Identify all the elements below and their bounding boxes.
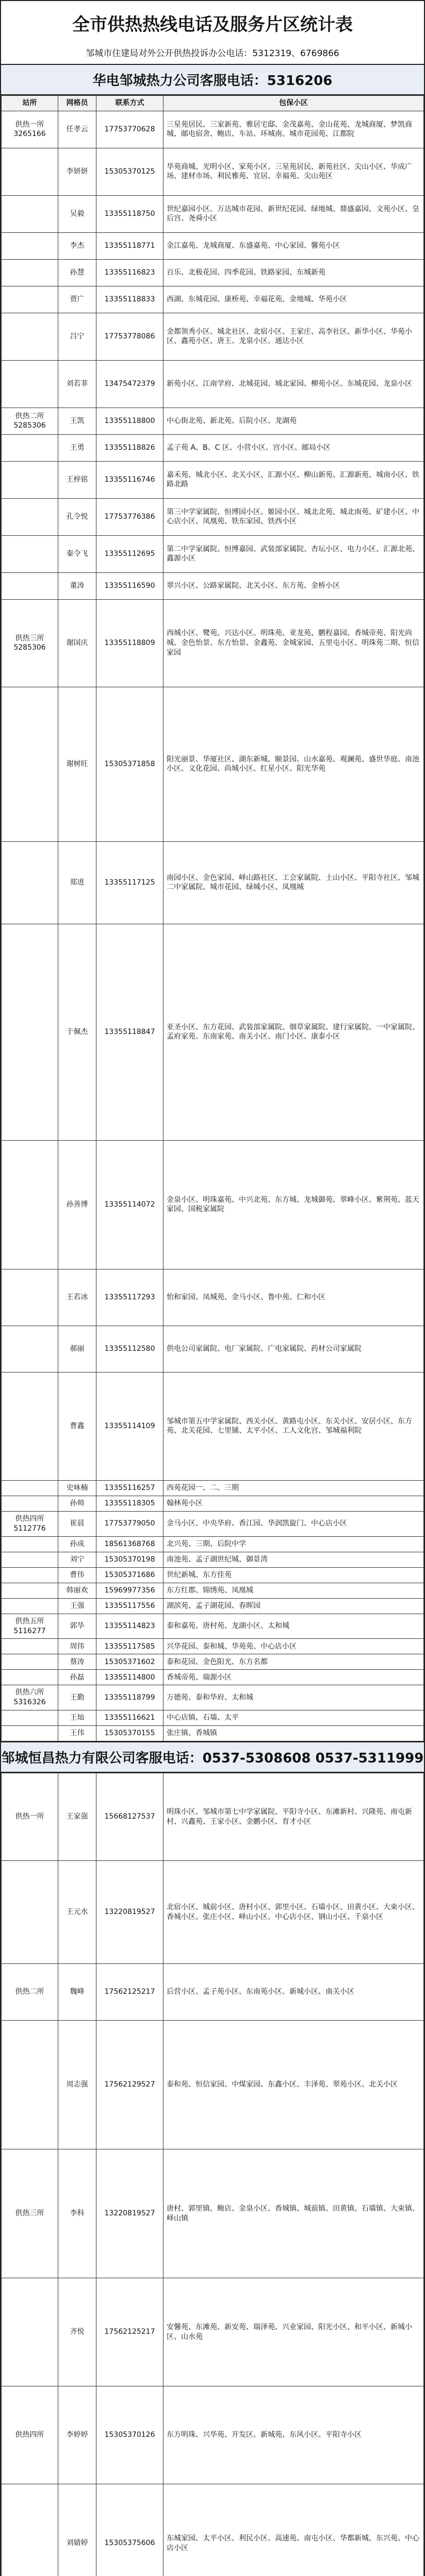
phone-cell: 13355112580 <box>96 1326 164 1372</box>
table-row <box>2 259 424 286</box>
table-row <box>2 1639 424 1654</box>
name-cell: 曹鑫 <box>58 1372 96 1480</box>
area-cell: 亚圣小区、东方花园、武装部家属院、烟草家属院、建行家属院、一中家属院、孟府家苑、东南家苑、南关小区、南门小区、康泰小区 <box>164 924 424 1140</box>
station-cell <box>2 2278 58 2386</box>
name-cell: 孔令悦 <box>58 498 96 535</box>
area-cell: 华苑商城、光明小区、家苑小区、三星苑居民、新苑社区、尖山小区、华成广场、建材市场、利民雅苑、宜居、幸福苑、尖山苑区 <box>164 148 424 195</box>
table-row <box>2 1654 424 1670</box>
table-row <box>2 1140 424 1269</box>
name-cell: 李杰 <box>58 232 96 259</box>
table-row <box>2 498 424 535</box>
name-cell: 孙善博 <box>58 1140 96 1269</box>
table-row <box>2 1269 424 1326</box>
header-area: 包保小区 <box>164 96 424 111</box>
area-cell: 张庄镇、香城镇 <box>164 1726 424 1741</box>
phone-cell: 13220819527 <box>96 1861 164 1964</box>
area-cell: 湖滨苑、孟子湖花园、春晖园 <box>164 1598 424 1614</box>
station-cell <box>2 1861 58 1964</box>
name-cell: 于佩杰 <box>58 924 96 1140</box>
area-cell: 翰林苑小区 <box>164 1496 424 1511</box>
station-cell <box>2 259 58 286</box>
station-cell: 供热二所 <box>2 1964 58 2021</box>
name-cell: 周志强 <box>58 2021 96 2149</box>
phone-cell: 13355112695 <box>96 535 164 572</box>
name-cell: 谢国庆 <box>58 599 96 687</box>
name-cell: 蔡涛 <box>58 1654 96 1670</box>
table-row <box>2 434 424 461</box>
phone-cell: 15305371602 <box>96 1654 164 1670</box>
table-row <box>2 599 424 687</box>
name-cell: 王强 <box>58 1598 96 1614</box>
area-cell: 中心店镇、石墙、太平 <box>164 1710 424 1726</box>
hengsheng-band: 邹城恒昌热力有限公司客服电话：0537-5308608 0537-5311999 <box>1 1741 424 1773</box>
phone-cell: 17753776386 <box>96 498 164 535</box>
area-cell: 阳光丽景、华厦社区、湖东新城、颐景园、山水嘉苑、观澜苑、盛世华庭、南池小区、文化花园、尚城小区、红星小区、阳光华苑 <box>164 687 424 841</box>
table-row <box>2 1614 424 1639</box>
station-cell <box>2 572 58 599</box>
name-cell: 李妍妍 <box>58 148 96 195</box>
name-cell: 刘宁 <box>58 1552 96 1567</box>
station-cell <box>2 1480 58 1496</box>
header-station: 站所 <box>2 96 58 111</box>
station-cell <box>2 1710 58 1726</box>
station-cell <box>2 1372 58 1480</box>
name-cell: 孙慧 <box>58 259 96 286</box>
phone-cell: 13220819527 <box>96 2149 164 2278</box>
station-cell: 供热三所 5285306 <box>2 599 58 687</box>
table-row <box>2 687 424 841</box>
station-cell <box>2 1496 58 1511</box>
table-row <box>2 232 424 259</box>
name-cell: 刘婧婷 <box>58 2484 96 2576</box>
table-row <box>2 2386 424 2484</box>
station-cell <box>2 1536 58 1552</box>
area-cell: 万德苑、泰和华府、太和城 <box>164 1685 424 1710</box>
phone-cell: 17562129527 <box>96 2021 164 2149</box>
huadian-table <box>1 95 424 1741</box>
name-cell: 孙磊 <box>58 1670 96 1685</box>
phone-cell: 13355116621 <box>96 1710 164 1726</box>
area-cell: 金泉小区、明珠嘉苑、中兴北苑、东方城、龙城御苑、翠峰小区、紫荆苑、蓝天家园、国税家属院 <box>164 1140 424 1269</box>
station-cell: 供热四所 <box>2 2386 58 2484</box>
phone-cell: 13355118833 <box>96 286 164 313</box>
document-title: 全市供热热线电话及服务片区统计表 <box>72 14 353 35</box>
station-cell: 供热二所 5285306 <box>2 408 58 434</box>
area-cell: 嘉禾苑、城北小区、北关小区、汇源小区、柳山新苑、汇源新苑、城南小区、铁路北路 <box>164 461 424 498</box>
station-cell <box>2 1639 58 1654</box>
phone-cell: 15305371858 <box>96 687 164 841</box>
station-cell <box>2 924 58 1140</box>
station-cell <box>2 195 58 232</box>
station-cell <box>2 1140 58 1269</box>
area-cell: 第二中学家属院、恒博嘉园、武装部家属院、杏坛小区、电力小区、汇源北苑、鑫源小区 <box>164 535 424 572</box>
name-cell: 韩丽欢 <box>58 1583 96 1598</box>
phone-cell: 17753779050 <box>96 1511 164 1536</box>
station-cell: 供热六所 5316326 <box>2 1685 58 1710</box>
station-cell <box>2 1567 58 1583</box>
area-cell: 西城小区、鹭苑、兴达小区、明珠苑、亚龙苑、鹏程嘉园、香城帝苑、阳光尚城、金色怡景、东方怡景、金鑫苑、金城家园、五里屯小区、明珠苑二期、恒信家园 <box>164 599 424 687</box>
name-cell: 王梓铭 <box>58 461 96 498</box>
name-cell: 崔晨 <box>58 1511 96 1536</box>
name-cell: 孙帅 <box>58 1496 96 1511</box>
name-cell: 王伟 <box>58 1726 96 1741</box>
area-cell: 东方红郡、锦绣苑、凤凰城 <box>164 1583 424 1598</box>
table-row <box>2 2484 424 2576</box>
name-cell: 郭华 <box>58 1614 96 1639</box>
station-cell <box>2 360 58 408</box>
area-cell: 北宿小区、城前小区、唐村小区、郭里小区、石墙小区、田黄小区、大束小区、香城小区、张庄小区、峄山小区、中心店小区、钢山小区、千泉小区 <box>164 1861 424 1964</box>
phone-cell: 13355114072 <box>96 1140 164 1269</box>
area-cell: 金江嘉苑、龙城商厦、东盛嘉苑、中心家园、馨苑小区 <box>164 232 424 259</box>
station-cell <box>2 1670 58 1685</box>
name-cell: 李婷婷 <box>58 2386 96 2484</box>
phone-cell: 13355116257 <box>96 1480 164 1496</box>
phone-cell: 13355114823 <box>96 1614 164 1639</box>
station-cell <box>2 286 58 313</box>
table-row <box>2 2149 424 2278</box>
area-cell: 南园小区、金色家园、峄山路社区、工会家属院、土山小区、平阳寺社区、邹城二中家属院、城市花园、绿城小区、凤凰城 <box>164 841 424 924</box>
name-cell: 齐悦 <box>58 2278 96 2386</box>
table-row <box>2 1511 424 1536</box>
station-cell <box>2 1326 58 1372</box>
table-row <box>2 535 424 572</box>
phone-cell: 13355117556 <box>96 1598 164 1614</box>
phone-cell: 17562125217 <box>96 2278 164 2386</box>
table-row <box>2 360 424 408</box>
phone-cell: 13355118826 <box>96 434 164 461</box>
phone-cell: 15305370155 <box>96 1726 164 1741</box>
name-cell: 郑进 <box>58 841 96 924</box>
name-cell: 王元水 <box>58 1861 96 1964</box>
station-cell <box>2 1269 58 1326</box>
name-cell: 王家强 <box>58 1773 96 1861</box>
name-cell: 曹伟 <box>58 1567 96 1583</box>
phone-cell: 13355118809 <box>96 599 164 687</box>
area-cell: 怡和家园、凤城苑、金马小区、鲁中苑、仁和小区 <box>164 1269 424 1326</box>
area-cell: 邹城市第五中学家属院、西关小区、黄路屯小区、东关小区、安居小区、东方苑、北关花园、七里铺、太平小区、工人文化宫、邹城福利院 <box>164 1372 424 1480</box>
station-cell: 供热一所 <box>2 1773 58 1861</box>
table-row <box>2 1861 424 1964</box>
area-cell: 安馨苑、东滩苑、新安苑、瑞泽苑、兴业家园、阳光小区、和平小区、新城小区、山水苑 <box>164 2278 424 2386</box>
table-row <box>2 195 424 232</box>
phone-cell: 15668127537 <box>96 1773 164 1861</box>
station-cell <box>2 687 58 841</box>
phone-cell: 13355118799 <box>96 1685 164 1710</box>
area-cell: 东方明珠、兴华苑、开发区、新城苑、东风小区、平阳寺小区 <box>164 2386 424 2484</box>
area-cell: 金都领秀小区、城北社区、北宿小区、王家庄、高李社区、新华小区、华苑小区、鑫苑小区、唐王、龙泉小区、通达小区 <box>164 313 424 360</box>
table-row <box>2 841 424 924</box>
area-cell: 金马小区、中央华府、香江园、华润凯旋门、中心店小区 <box>164 1511 424 1536</box>
phone-cell: 13355116823 <box>96 259 164 286</box>
table-row <box>2 2278 424 2386</box>
table-row <box>2 1372 424 1480</box>
phone-cell: 13355118305 <box>96 1496 164 1511</box>
table-row <box>2 1496 424 1511</box>
huadian-body <box>2 111 424 1741</box>
phone-cell: 13355117293 <box>96 1269 164 1326</box>
station-cell <box>2 2021 58 2149</box>
table-row <box>2 1726 424 1741</box>
station-cell <box>2 461 58 498</box>
table-row <box>2 572 424 599</box>
header-phone: 联系方式 <box>96 96 164 111</box>
phone-cell: 13355116590 <box>96 572 164 599</box>
station-cell <box>2 313 58 360</box>
phone-cell: 17753778086 <box>96 313 164 360</box>
phone-cell: 15305370126 <box>96 2386 164 2484</box>
station-cell <box>2 535 58 572</box>
station-cell <box>2 1552 58 1567</box>
phone-cell: 13475472379 <box>96 360 164 408</box>
station-cell: 供热三所 <box>2 2149 58 2278</box>
area-cell: 西湖、东城花园、康桥苑、幸福花苑、金地城、华苑小区 <box>164 286 424 313</box>
station-cell <box>2 232 58 259</box>
area-cell: 世纪嘉园小区、万达城市花园、新世纪花园、绿地城、鼎盛嘉园、文苑小区、皇后宫、尧舜小区 <box>164 195 424 232</box>
phone-cell: 13355118771 <box>96 232 164 259</box>
phone-cell: 18561368768 <box>96 1536 164 1552</box>
area-cell: 新苑小区、江南学府、北城花园、城北家园、柳苑小区、东城花园、龙泉小区 <box>164 360 424 408</box>
area-cell: 南池苑、孟子湖世纪城、御景湾 <box>164 1552 424 1567</box>
station-cell <box>2 1598 58 1614</box>
phone-cell: 13355118800 <box>96 408 164 434</box>
station-cell <box>2 498 58 535</box>
station-cell <box>2 2484 58 2576</box>
name-cell: 王勤 <box>58 1685 96 1710</box>
name-cell: 王勇 <box>58 434 96 461</box>
huadian-band: 华电邹城热力公司客服电话：5316206 <box>1 64 424 95</box>
name-cell: 吕宁 <box>58 313 96 360</box>
name-cell: 魏峰 <box>58 1964 96 2021</box>
phone-cell: 13355116746 <box>96 461 164 498</box>
table-row <box>2 1710 424 1726</box>
table-row <box>2 1685 424 1710</box>
name-cell: 王灿 <box>58 1710 96 1726</box>
phone-cell: 13355114109 <box>96 1372 164 1480</box>
area-cell: 中心街北苑、新北苑、后院小区、龙湖苑 <box>164 408 424 434</box>
header-name: 网格员 <box>58 96 96 111</box>
table-row <box>2 1567 424 1583</box>
table-row <box>2 1536 424 1552</box>
table-row <box>2 313 424 360</box>
area-cell: 香城帝苑、瑞源小区 <box>164 1670 424 1685</box>
name-cell: 郝丽 <box>58 1326 96 1372</box>
name-cell: 孙成 <box>58 1536 96 1552</box>
station-cell <box>2 841 58 924</box>
area-cell: 明珠小区、邹城市第七中学家属院、平阳寺小区、东滩新村、兴隆苑、南屯新村、兴鑫苑、王家小区、金鹏小区、育才小区 <box>164 1773 424 1861</box>
area-cell: 泰和苑、恒信家园、中煤家园、东鑫小区、丰泽苑、翠苑小区、北关小区 <box>164 2021 424 2149</box>
area-cell: 西苑花园一、二、三期 <box>164 1480 424 1496</box>
station-cell <box>2 148 58 195</box>
name-cell: 任孝云 <box>58 111 96 148</box>
table-row <box>2 1326 424 1372</box>
station-cell <box>2 1654 58 1670</box>
name-cell: 吴毅 <box>58 195 96 232</box>
area-cell: 泰和嘉苑、唐村苑、龙湖小区、太和城 <box>164 1614 424 1639</box>
area-cell: 第三中学家属院、恒博园小区、姬园小区、城北北苑、城北南苑、矿建小区、中心店小区、凤凰苑、铁东家园、铁西小区 <box>164 498 424 535</box>
phone-cell: 13355117585 <box>96 1639 164 1654</box>
name-cell: 王若冰 <box>58 1269 96 1326</box>
area-cell: 泰和花园、金色阳光、东方名都 <box>164 1654 424 1670</box>
area-cell: 供电公司家属院、电厂家属院、广电家属院、药材公司家属院 <box>164 1326 424 1372</box>
area-cell: 三星苑居民、三家新苑、雅居宅邸、金茂嘉苑、金山花苑、龙城商厦、梦凯商城、邮电宿舍、鲍店、车站、环城南、城市花园苑、江都院 <box>164 111 424 148</box>
area-cell: 后营小区、孟子苑小区、东南苑小区、新城小区、南关小区 <box>164 1964 424 2021</box>
station-cell: 供热五所 5116277 <box>2 1614 58 1639</box>
area-cell: 翠兴小区、公路家属院、北关小区、东方苑、金桥小区 <box>164 572 424 599</box>
complaint-hotline-subtitle: 邹城市住建局对外公开供热投诉办公电话：5312319、6769866 <box>86 48 339 59</box>
area-cell: 兴华花园、泰和城、华苑苑、中心店小区 <box>164 1639 424 1654</box>
table-row <box>2 1583 424 1598</box>
area-cell: 百乐、北极花园、四季花园、铁路家园、东城新苑 <box>164 259 424 286</box>
table-row <box>2 2021 424 2149</box>
phone-cell: 13355117125 <box>96 841 164 924</box>
name-cell: 周伟 <box>58 1639 96 1654</box>
area-cell: 孟子苑 A、B、C 区、小营小区、宫小区、邮局小区 <box>164 434 424 461</box>
table-row <box>2 408 424 434</box>
name-cell: 王凯 <box>58 408 96 434</box>
name-cell: 史咏楠 <box>58 1480 96 1496</box>
name-cell: 贾广 <box>58 286 96 313</box>
phone-cell: 15305371686 <box>96 1567 164 1583</box>
table-row <box>2 1670 424 1685</box>
station-cell <box>2 1583 58 1598</box>
hengsheng-table <box>1 1773 424 2576</box>
phone-cell: 15305370125 <box>96 148 164 195</box>
name-cell: 刘若菲 <box>58 360 96 408</box>
table-row <box>2 1552 424 1567</box>
phone-cell: 15305375606 <box>96 2484 164 2576</box>
table-row <box>2 1773 424 1861</box>
phone-cell: 13355118750 <box>96 195 164 232</box>
station-cell: 供热一所 3265166 <box>2 111 58 148</box>
phone-cell: 17562125217 <box>96 1964 164 2021</box>
table-row <box>2 148 424 195</box>
table-row <box>2 1598 424 1614</box>
table-row <box>2 1480 424 1496</box>
hengsheng-body <box>2 1773 424 2576</box>
table-row <box>2 1964 424 2021</box>
area-cell: 北兴苑、三期、后院中学 <box>164 1536 424 1552</box>
name-cell: 谢树旺 <box>58 687 96 841</box>
area-cell: 东城家园、太平小区、利民小区、高速苑、南屯小区、华都新城、东兴苑、中心店小区 <box>164 2484 424 2576</box>
station-cell <box>2 1726 58 1741</box>
table-row <box>2 111 424 148</box>
name-cell: 秦令飞 <box>58 535 96 572</box>
phone-cell: 17753770628 <box>96 111 164 148</box>
table-row <box>2 286 424 313</box>
area-cell: 世纪新城、东方佳苑 <box>164 1567 424 1583</box>
huadian-header-row <box>2 96 424 111</box>
name-cell: 董涛 <box>58 572 96 599</box>
station-cell: 供热四所 5112776 <box>2 1511 58 1536</box>
phone-cell: 13355114800 <box>96 1670 164 1685</box>
area-cell: 唐村、郭里镇、鲍店、金泉小区、香城镇、城前镇、田黄镇、石墙镇、大束镇、峄山镇 <box>164 2149 424 2278</box>
name-cell: 李科 <box>58 2149 96 2278</box>
table-row <box>2 924 424 1140</box>
phone-cell: 15969977356 <box>96 1583 164 1598</box>
phone-cell: 15305370198 <box>96 1552 164 1567</box>
table-row <box>2 461 424 498</box>
phone-cell: 13355118847 <box>96 924 164 1140</box>
station-cell <box>2 434 58 461</box>
